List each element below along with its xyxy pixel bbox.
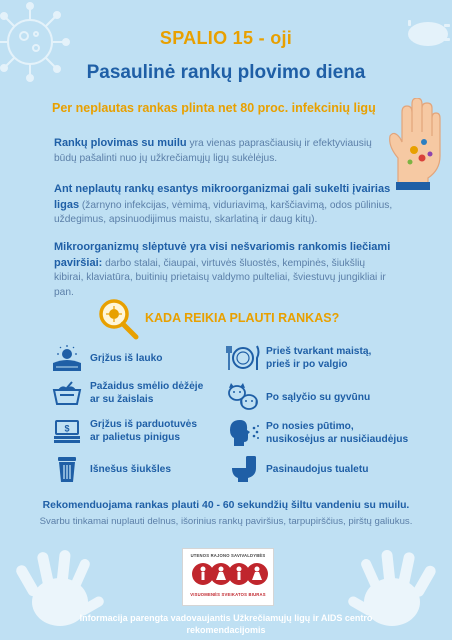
subtitle: Per neplautas rankas plinta net 80 proc. infekcinių ligų: [52, 101, 376, 115]
item-line2: nusikosėjus ar nusičiaudėjus: [266, 434, 409, 445]
item-line1: Pasinaudojus tualetu: [266, 463, 369, 475]
paragraph-diseases: [54, 182, 394, 228]
list-item: [226, 382, 370, 412]
paragraph-text: (žarnyno infekcijas, vėmimą, viduriavimą, karščiavimą, odos pūlinius, uždegimus, apsinuodijimus maistu, skarlatiną ir daug kitų).: [54, 199, 393, 225]
item-line1: Išnešus šiukšles: [90, 463, 171, 475]
item-line1: Grįžus iš lauko: [90, 352, 163, 364]
paragraph-text: yra vienas paprasčiausių ir efektyviausių būdų pašalinti nuo jų užkrečiamųjų ligų sukėlėjus.: [54, 138, 372, 164]
item-line1: Po nosies pūtimo,: [266, 421, 354, 432]
item-line1: Grįžus iš parduotuvės: [90, 419, 197, 430]
logo-bottom-text: VISUOMENĖS SVEIKATOS BIURAS: [190, 592, 266, 597]
field-icon: [50, 343, 84, 373]
paragraph-handwashing: [54, 136, 394, 166]
paragraph-bold: Ant neplautų rankų esantys mikroorganizmai gali sukelti įvairias ligas: [54, 183, 391, 211]
toilet-icon: [226, 454, 260, 484]
page-title: Pasaulinė rankų plovimo diena: [86, 62, 366, 83]
item-line1: Pažaidus smėlio dėžėje: [90, 381, 204, 392]
paragraph-text: darbo stalai, čiaupai, virtuvės šluostės, kempinės, šiukšlių kibirai, klaviatūra, buitinių prietaisų valdymo pulteliai, šviestuvų jungikliai ir pan.: [54, 257, 386, 298]
trash-bin-icon: [50, 454, 84, 484]
list-item: [50, 378, 203, 408]
list-item: [226, 418, 408, 448]
item-line1: Po sąlyčio su gyvūnu: [266, 391, 371, 403]
section-heading: KADA REIKIA PLAUTI RANKAS?: [145, 311, 340, 325]
logo-emblem-icon: [183, 558, 275, 590]
logo-top-text: UTENOS RAJONO SAVIVALDYBĖS: [190, 553, 266, 558]
footer-line1: Informacija parengta vadovaujantis Užkrečiamųjų ligų ir AIDS centro: [79, 613, 373, 623]
sandbox-icon: [50, 378, 84, 408]
paragraph-surfaces: [54, 240, 394, 300]
list-item: [50, 343, 162, 373]
recommendation-detail: Svarbu tinkamai nuplauti delnus, išorinius rankų paviršius, tarpupirščius, pirštų galiukus.: [39, 516, 413, 527]
svg-text:$: $: [64, 423, 70, 434]
plate-cutlery-icon: [226, 343, 260, 373]
item-line1: Prieš tvarkant maistą,: [266, 346, 372, 357]
organization-logo: [182, 548, 274, 606]
magnifier-germ-icon: [96, 296, 140, 340]
list-item: [226, 454, 368, 484]
item-line2: ar palietus pinigus: [90, 432, 181, 443]
paragraph-bold: Mikroorganizmų slėptuvė yra visi nešvariomis rankomis liečiami paviršiai:: [54, 241, 391, 269]
list-item: [226, 343, 371, 373]
pet-icon: [226, 382, 260, 412]
footer-note: [40, 612, 412, 636]
list-item: [50, 416, 197, 446]
paragraph-bold: Rankų plovimas su muilu: [54, 137, 187, 149]
footer-line2: rekomendacijomis: [186, 625, 266, 635]
virus-icon: [0, 0, 80, 100]
money-icon: [50, 416, 84, 446]
sneeze-icon: [226, 418, 260, 448]
list-item: [50, 454, 171, 484]
item-line2: prieš ir po valgio: [266, 359, 348, 370]
date-heading: SPALIO 15 - oji: [159, 28, 293, 48]
item-line2: ar su žaislais: [90, 394, 154, 405]
recommendation-text: Rekomenduojama rankas plauti 40 - 60 sekundžių šiltu vandeniu su muilu.: [42, 500, 410, 511]
